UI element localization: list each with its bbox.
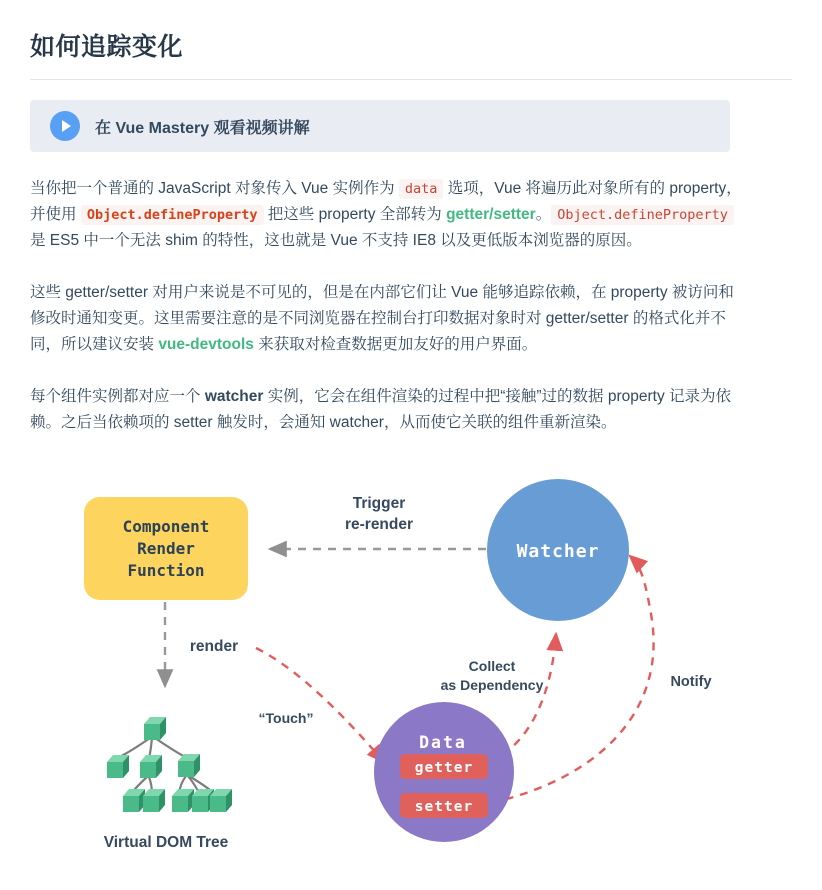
reactivity-diagram-svg [0, 462, 822, 882]
video-link-label: 在 Vue Mastery 观看视频讲解 [95, 119, 310, 137]
watcher-strong: watcher [204, 388, 264, 405]
vdom-tree-cubes [107, 717, 232, 812]
svg-text:Watcher: Watcher [516, 541, 600, 562]
inline-code-defineproperty: Object.defineProperty [81, 205, 264, 225]
paragraph-3: 每个组件实例都对应一个 watcher 实例，它会在组件渲染的过程中把“接触”过的数据 property 记录为依赖。之后当依赖项的 setter 触发时，会通知 watcher，从而使它关联的组件重新渲染。 [30, 388, 732, 431]
diagram-labels [190, 495, 712, 726]
vdom-tree [104, 717, 232, 851]
svg-text:Notify: Notify [670, 674, 712, 690]
watcher-circle [487, 479, 629, 621]
component-render-function-box [84, 497, 248, 600]
getter-setter-highlight: getter/setter [446, 206, 536, 223]
play-icon [50, 111, 80, 141]
article-content [0, 32, 822, 887]
svg-text:Function: Function [127, 561, 205, 580]
svg-text:Collect: Collect [468, 658, 516, 674]
inline-code-data: data [399, 179, 444, 199]
svg-text:Virtual DOM Tree: Virtual DOM Tree [103, 834, 229, 851]
paragraph-1: 当你把一个普通的 JavaScript 对象传入 Vue 实例作为 data 选项，Vue 将遍历此对象所有的 property，并使用 Object.defineProperty 把这些 property 全部转为 getter/setter。 Object.defineProperty 是 ES5 中一个无法 shim 的特性，这也就是 Vue 不支持 IE8 以及更低版本浏览器的原因。 [30, 180, 742, 249]
play-triangle-icon [62, 120, 71, 132]
svg-text:as Dependency: as Dependency [440, 677, 544, 693]
vue-devtools-link[interactable]: vue-devtools [158, 336, 254, 353]
setter-pill [400, 793, 488, 818]
divider [30, 79, 792, 80]
svg-text:Component: Component [122, 517, 210, 536]
vdom-tree-edges [114, 738, 217, 796]
reactivity-diagram [0, 462, 822, 887]
paragraph-2: 这些 getter/setter 对用户来说是不可见的，但是在内部它们让 Vue 能够追踪依赖，在 property 被访问和修改时通知变更。这里需要注意的是不同浏览器在控制台打印数据对象时对 getter/setter 的格式化并不同，所以建议安装 vue-devtools 来获取对检查数据更加友好的用户界面。 [30, 284, 734, 353]
inline-code-defineproperty-2: Object.defineProperty [551, 205, 734, 225]
page-title: 如何追踪变化 [30, 33, 184, 61]
data-circle [374, 702, 514, 842]
svg-text:Render: Render [137, 539, 195, 558]
svg-text:Data: Data [419, 733, 467, 752]
svg-text:setter: setter [414, 799, 474, 815]
svg-text:Trigger: Trigger [352, 495, 406, 512]
svg-text:re-render: re-render [344, 516, 414, 533]
touch-arrow [256, 648, 384, 762]
svg-text:getter: getter [414, 760, 474, 776]
svg-text:“Touch”: “Touch” [258, 710, 314, 726]
svg-text:render: render [189, 638, 239, 655]
vue-mastery-video-link[interactable] [30, 100, 730, 152]
getter-pill [400, 754, 488, 779]
